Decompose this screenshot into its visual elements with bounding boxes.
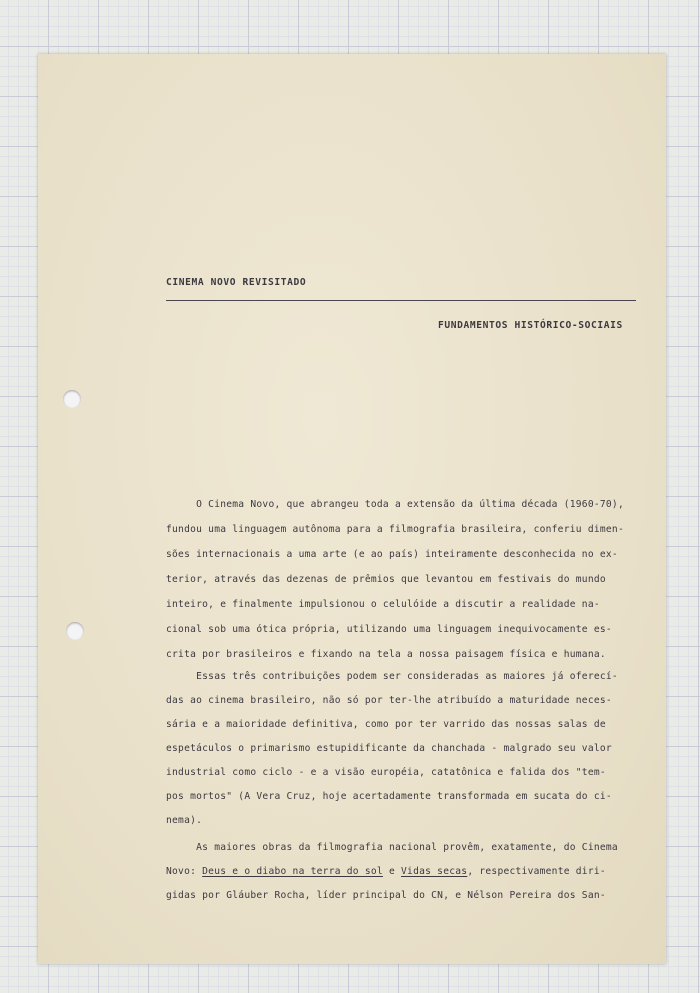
line-prefix: Novo: — [166, 866, 203, 877]
paragraph-line: O Cinema Novo, que abrangeu toda a extensão da última década (1960-70), — [166, 499, 624, 510]
paragraph-line: gidas por Gláuber Rocha, líder principal do CN, e Nélson Pereira dos San- — [166, 890, 606, 901]
line-suffix: , respectivamente diri- — [467, 866, 606, 877]
paragraph-line: das ao cinema brasileiro, não só por ter-lhe atribuído a maturidade neces- — [166, 695, 612, 706]
paragraph-line: industrial como ciclo - e a visão européia, catatônica e falida dos "tem- — [166, 767, 606, 778]
paragraph-line: nema). — [166, 815, 203, 826]
paragraph-line — [166, 866, 606, 877]
paragraph-line: sões internacionais a uma arte (e ao país) inteiramente desconhecida no ex- — [166, 549, 618, 560]
paragraph-line: sária e a maioridade definitiva, como por ter varrido das nossas salas de — [166, 719, 606, 730]
typewritten-page — [38, 54, 666, 964]
title-rule — [166, 300, 636, 301]
film-title-underlined: Vidas secas — [401, 866, 468, 877]
paragraph-line: Essas três contribuições podem ser consideradas as maiores já oferecí- — [166, 671, 618, 682]
paragraph-line: fundou uma linguagem autônoma para a filmografia brasileira, conferiu dimen- — [166, 524, 624, 535]
paragraph-line: espetáculos o primarismo estupidificante da chanchada - malgrado seu valor — [166, 743, 612, 754]
line-mid: e — [382, 866, 402, 877]
paragraph-1 — [166, 499, 646, 660]
punch-hole-bottom — [66, 622, 84, 640]
paragraph-line: inteiro, e finalmente impulsionou o celulóide a discutir a realidade na- — [166, 599, 600, 610]
paragraph-line: As maiores obras da filmografia nacional provêm, exatamente, do Cinema — [166, 842, 618, 853]
paragraph-line: pos mortos" (A Vera Cruz, hoje acertadamente transformada em sucata do ci- — [166, 791, 612, 802]
paragraph-line: cional sob uma ótica própria, utilizando uma linguagem inequivocamente es- — [166, 624, 612, 635]
paragraph-3 — [166, 842, 646, 901]
document-subtitle: FUNDAMENTOS HISTÓRICO-SOCIAIS — [438, 320, 623, 331]
document-title: CINEMA NOVO REVISITADO — [166, 277, 307, 288]
punch-hole-top — [63, 390, 81, 408]
film-title-underlined: Deus e o diabo na terra do sol — [202, 866, 383, 877]
paragraph-2 — [166, 671, 646, 826]
paragraph-line: terior, através das dezenas de prêmios que levantou em festivais do mundo — [166, 574, 606, 585]
paragraph-line: crita por brasileiros e fixando na tela a nossa paisagem física e humana. — [166, 649, 606, 660]
